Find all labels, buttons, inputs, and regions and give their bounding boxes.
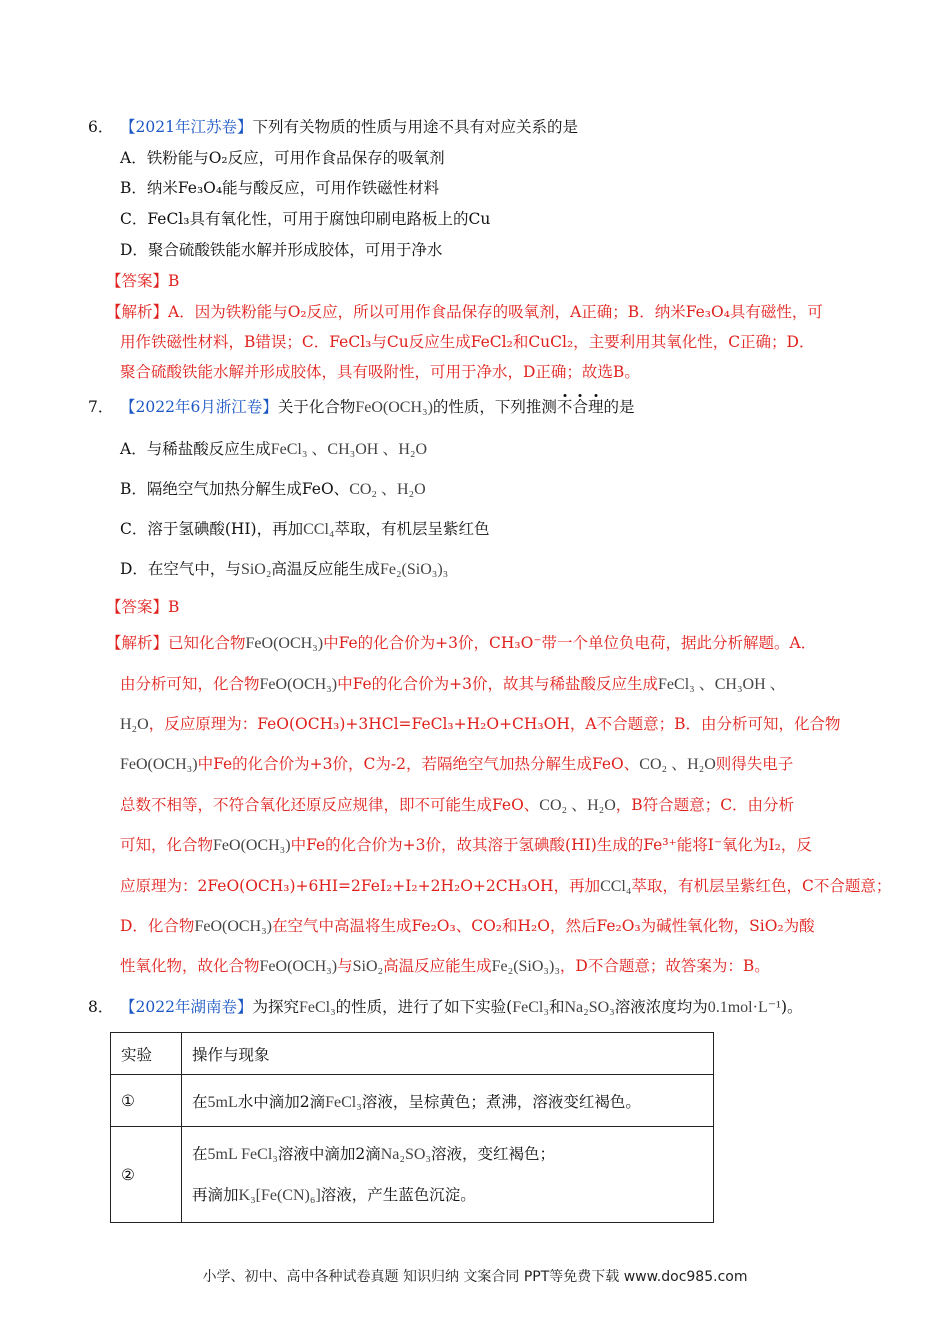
chemical-formula: 5mL [207, 1093, 238, 1111]
emphasized-text [557, 398, 604, 416]
question-text: 的是 [603, 398, 635, 416]
chemical-formula: FeCl₃ [298, 999, 336, 1016]
question-text: )。 [780, 998, 803, 1016]
question-text: 关于化合物 [277, 398, 356, 416]
option-b [120, 478, 426, 501]
explanation-text: 中Fe的化合价为+3价，C为-2，若隔绝空气加热分解生成FeO、 [197, 755, 640, 773]
option-d: D．聚合硫酸铁能水解并形成胶体，可用于净水 [120, 241, 443, 259]
chemical-formula: 5mL FeCl₃ [207, 1145, 278, 1163]
footer-text: 小学、初中、高中各种试卷真题 知识归纳 文案合同 PPT等免费下载 www.doc985.com [202, 1269, 748, 1285]
source-tag: 【2022年湖南卷】 [120, 998, 253, 1016]
source-tag: 【2022年6月浙江卷】 [120, 398, 278, 416]
option-text: A．与稀盐酸反应生成 [120, 440, 271, 458]
question-number: 8． [88, 998, 114, 1016]
explanation-text: 萃取，有机层呈紫红色，C不合题意； [631, 877, 892, 895]
explanation-text: 中Fe的化合价为+3价，故其与稀盐酸反应生成 [337, 675, 659, 693]
table-header-cell: 实验 [111, 1033, 182, 1075]
explanation-text: 则得失电子 [715, 755, 794, 773]
question-text: 的性质，进行了如下实验( [335, 998, 513, 1016]
experiment-description [182, 1075, 714, 1127]
table-row [111, 1127, 714, 1223]
explanation-line [120, 875, 891, 898]
question-text: 下列有关物质的性质与用途不具有对应关系的是 [252, 118, 578, 136]
explanation-text: 高温反应能生成 [383, 957, 492, 975]
question-8-stem [88, 996, 803, 1019]
question-7-stem [88, 396, 634, 419]
chemical-formula: CO₂ 、H₂O [539, 797, 616, 814]
chemical-formula: Fe₂(SiO₃)₃ [379, 561, 449, 578]
explanation-text: ，B符合题意；C．由分析 [615, 796, 795, 814]
explanation-line [120, 713, 840, 736]
explanation-line [120, 834, 812, 857]
question-text: 溶液浓度均为 [614, 998, 708, 1016]
explanation-text: 中Fe的化合价为+3价，CH₃O⁻带一个单位负电荷，据此分析解题。A． [323, 634, 817, 652]
chemical-formula: FeCl₃ [325, 1093, 362, 1111]
explanation-text: 与 [337, 957, 353, 975]
chemical-formula: FeO(OCH₃) [259, 676, 338, 693]
cell-text: 溶液，呈棕黄色；煮沸，溶液变红褐色。 [361, 1092, 641, 1111]
experiment-table [110, 1032, 714, 1223]
cell-text: 再滴加 [192, 1185, 239, 1204]
explanation-line: 【解析】A．因为铁粉能与O₂反应，所以可用作食品保存的吸氧剂，A正确；B．纳米Fe₃O₄具有磁性，可 [106, 303, 823, 321]
option-d [120, 558, 448, 581]
explanation-line [120, 753, 793, 776]
cell-text: 在 [192, 1092, 208, 1111]
chemical-formula: Na₂SO₃ [564, 999, 615, 1016]
explanation-line [120, 955, 770, 978]
cell-line [192, 1134, 703, 1175]
option-c [120, 518, 490, 541]
question-text: 为探究 [252, 998, 299, 1016]
explanation-text: 性氧化物，故化合物 [120, 957, 260, 975]
chemical-formula: K₃[Fe(CN)₆] [238, 1186, 321, 1204]
explanation-line [106, 632, 816, 655]
option-text: 萃取，有机层呈紫红色 [334, 520, 490, 538]
emphasized-char: 不 [556, 398, 573, 416]
cell-text: 水中滴加2滴 [237, 1092, 326, 1111]
explanation-text: ，反应原理为：FeO(OCH₃)+3HCl=FeCl₃+H₂O+CH₃OH，A不合题意；B．由分析可知，化合物 [148, 715, 841, 733]
chemical-formula: H₂O [120, 716, 149, 733]
explanation-text: 中Fe的化合价为+3价，故其溶于氢碘酸(HI)生成的Fe³⁺能将I⁻氧化为I₂，反 [290, 836, 812, 854]
explanation-text: 总数不相等，不符合氧化还原反应规律，即不可能生成FeO、 [120, 796, 540, 814]
question-text: 和 [548, 998, 565, 1016]
option-a: A．铁粉能与O₂反应，可用作食品保存的吸氧剂 [120, 149, 445, 167]
explanation-line: 聚合硫酸铁能水解并形成胶体，具有吸附性，可用于净水，D正确；故选B。 [120, 363, 640, 381]
option-b: B．纳米Fe₃O₄能与酸反应，可用作铁磁性材料 [120, 179, 440, 197]
chemical-formula: FeCl₃ 、CH₃OH 、H₂O [270, 441, 428, 458]
chemical-formula: FeCl₃ [512, 999, 549, 1016]
explanation-text: 应原理为：2FeO(OCH₃)+6HI=2FeI₂+I₂+2H₂O+2CH₃OH，再加 [120, 877, 601, 895]
option-text: 高温反应能生成 [271, 560, 380, 578]
cell-text: 溶液中滴加2滴 [277, 1144, 381, 1163]
chemical-formula: Fe₂(SiO₃)₃ [491, 958, 560, 975]
explanation-text: D．化合物 [120, 917, 195, 935]
option-c: C．FeCl₃具有氧化性，可用于腐蚀印刷电路板上的Cu [120, 210, 491, 228]
explanation-text: 可知，化合物 [120, 836, 214, 854]
explanation-text: 在空气中高温将生成Fe₂O₃、CO₂和H₂O，然后Fe₂O₃为碱性氧化物，SiO₂为酸 [272, 917, 815, 935]
emphasized-char: 合 [572, 398, 588, 416]
question-text: 的性质，下列推测 [432, 398, 557, 416]
cell-line [192, 1175, 703, 1216]
answer: 【答案】B [106, 598, 180, 616]
chemical-formula: FeO(OCH₃) [120, 756, 198, 773]
chemical-formula: FeO(OCH₃) [213, 837, 291, 854]
cell-text: 溶液，产生蓝色沉淀。 [320, 1185, 476, 1204]
explanation-text: 【解析】已知化合物 [106, 634, 246, 652]
chemical-formula: FeO(OCH₃) [194, 918, 273, 935]
chemical-formula: CO₂ 、H₂O [639, 756, 716, 773]
chemical-formula: FeCl₃ 、CH₃OH 、 [658, 676, 786, 693]
table-row [111, 1075, 714, 1127]
question-number: 6． [88, 118, 114, 136]
explanation-line: 用作铁磁性材料，B错误；C．FeCl₃与Cu反应生成FeCl₂和CuCl₂，主要利用其氧化性，C正确；D． [120, 333, 815, 351]
chemical-formula: FeO(OCH₃) [245, 635, 324, 652]
question-6-stem [88, 116, 578, 138]
chemical-formula: SiO₂ [352, 958, 384, 975]
option-text: C．溶于氢碘酸(HI)，再加 [120, 520, 304, 538]
experiment-number: ① [111, 1075, 182, 1127]
option-text: B．隔绝空气加热分解生成FeO、 [120, 480, 350, 498]
explanation-line [120, 673, 786, 696]
chemical-formula: FeO(OCH₃) [355, 399, 433, 416]
chemical-formula: CO₂ 、H₂O [349, 481, 426, 498]
explanation-line [120, 915, 815, 938]
explanation-text: ，D不合题意；故答案为：B。 [559, 957, 770, 975]
explanation-text: 由分析可知，化合物 [120, 675, 260, 693]
table-header-cell: 操作与现象 [182, 1033, 714, 1075]
chemical-formula: CCl₄ [600, 878, 632, 895]
table-header-row [111, 1033, 714, 1075]
option-a [120, 438, 427, 461]
source-tag: 【2021年江苏卷】 [120, 118, 253, 136]
option-text: D．在空气中，与 [120, 560, 241, 578]
explanation-line [120, 794, 794, 817]
chemical-formula: CCl₄ [303, 521, 335, 538]
cell-text: 溶液，变红褐色； [430, 1144, 555, 1163]
question-number: 7． [88, 398, 114, 416]
chemical-formula: Na₂SO₃ [380, 1145, 431, 1163]
answer: 【答案】B [106, 272, 180, 290]
chemical-formula: SiO₂ [240, 561, 272, 578]
chemical-formula: FeO(OCH₃) [259, 958, 338, 975]
experiment-number: ② [111, 1127, 182, 1223]
emphasized-char: 理 [587, 398, 604, 416]
cell-text: 在 [192, 1144, 208, 1163]
experiment-description [182, 1127, 714, 1223]
chemical-formula: 0.1mol·L⁻¹ [707, 999, 781, 1016]
